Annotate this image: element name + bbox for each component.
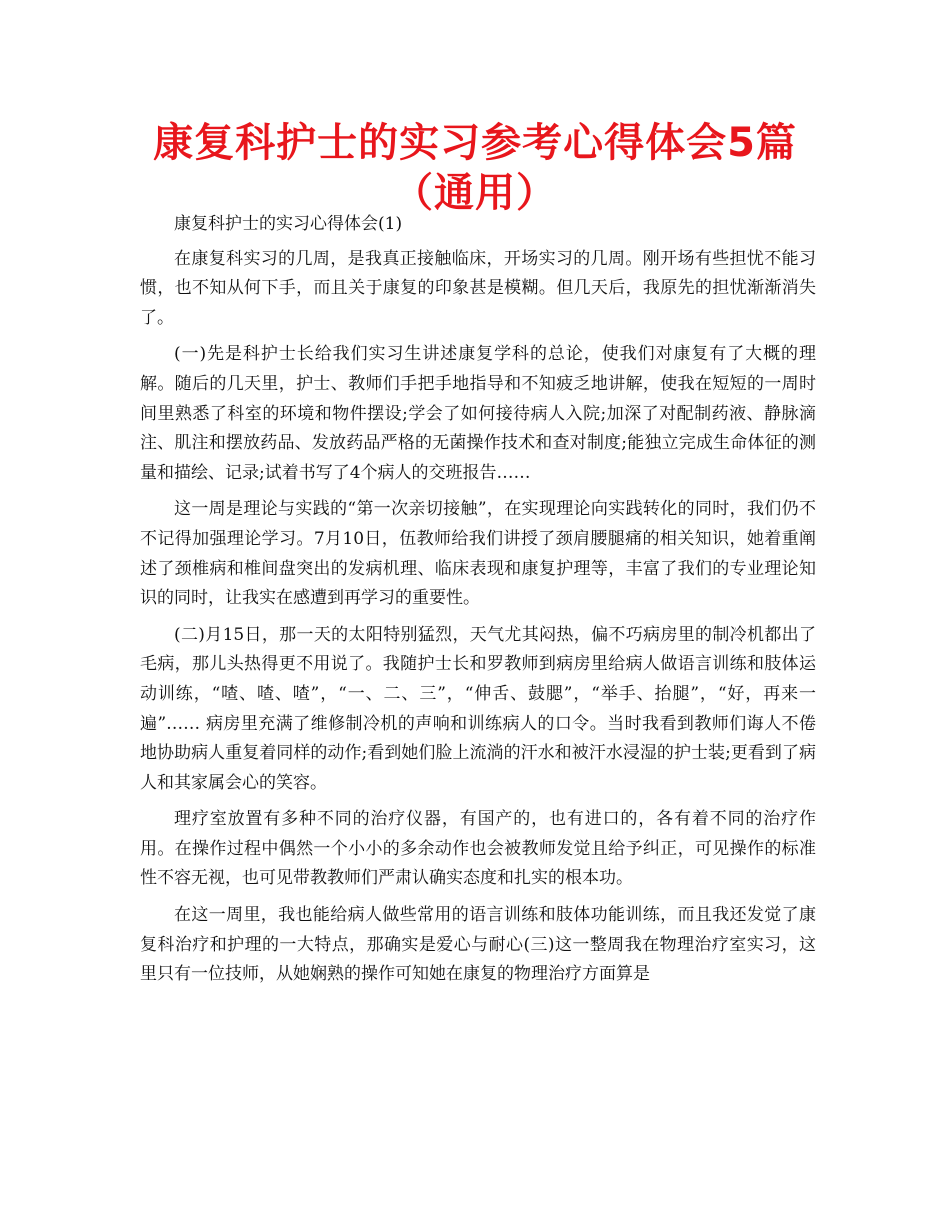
paragraph-2: (一)先是科护士长给我们实习生讲述康复学科的总论，使我们对康复有了大概的理解。随后的几天里，护士、教师们手把手地指导和不知疲乏地讲解，使我在短短的一周时间里熟悉了科室的环境和物件摆设;学会了如何接待病人入院;加深了对配制药液、静脉滴注、肌注和摆放药品、发放药品严格的无菌操作技术和查对制度;能独立完成生命体征的测量和描绘、记录;试着书写了4个病人的交班报告…… — [140, 344, 816, 483]
document-body — [140, 210, 816, 997]
paragraph-3: 这一周是理论与实践的“第一次亲切接触”，在实现理论向实践转化的同时，我们仍不不记得加强理论学习。7月10日，伍教师给我们讲授了颈肩腰腿痛的相关知识，她着重阐述了颈椎病和椎间盘突出的发病机理、临床表现和康复护理等，丰富了我们的专业理论知识的同时，让我实在感遭到再学习的重要性。 — [140, 499, 816, 609]
section-heading: 康复科护士的实习心得体会(1) — [174, 214, 403, 234]
paragraph-1: 在康复科实习的几周，是我真正接触临床，开场实习的几周。刚开场有些担忧不能习惯，也不知从何下手，而且关于康复的印象甚是模糊。但几天后，我原先的担忧渐渐消失了。 — [140, 248, 816, 328]
paragraph-6: 在这一周里，我也能给病人做些常用的语言训练和肢体功能训练，而且我还发觉了康复科治疗和护理的一大特点，那确实是爱心与耐心(三)这一整周我在物理治疗室实习，这里只有一位技师，从她娴熟的操作可知她在康复的物理治疗方面算是 — [140, 905, 816, 985]
paragraph-5: 理疗室放置有多种不同的治疗仪器，有国产的，也有进口的，各有着不同的治疗作用。在操作过程中偶然一个小小的多余动作也会被教师发觉且给予纠正，可见操作的标准性不容无视，也可见带教教师们严肃认确实态度和扎实的根本功。 — [140, 809, 816, 889]
document-title: 康复科护士的实习参考心得体会5篇（通用） — [153, 120, 797, 216]
paragraph-4: (二)月15日，那一天的太阳特别猛烈，天气尤其闷热，偏不巧病房里的制冷机都出了毛病，那儿头热得更不用说了。我随护士长和罗教师到病房里给病人做语言训练和肢体运动训练，“喳、喳、喳”，“一、二、三”，“伸舌、鼓腮”，“举手、抬腿”，“好，再来一遍”…… 病房里充满了维修制冷机的声响和训练病人的口令。当时我看到教师们诲人不倦地协助病人重复着同样的动作;看到她们脸上流淌的汗水和被汗水浸湿的护士装;更看到了病人和其家属会心的笑容。 — [140, 624, 816, 793]
